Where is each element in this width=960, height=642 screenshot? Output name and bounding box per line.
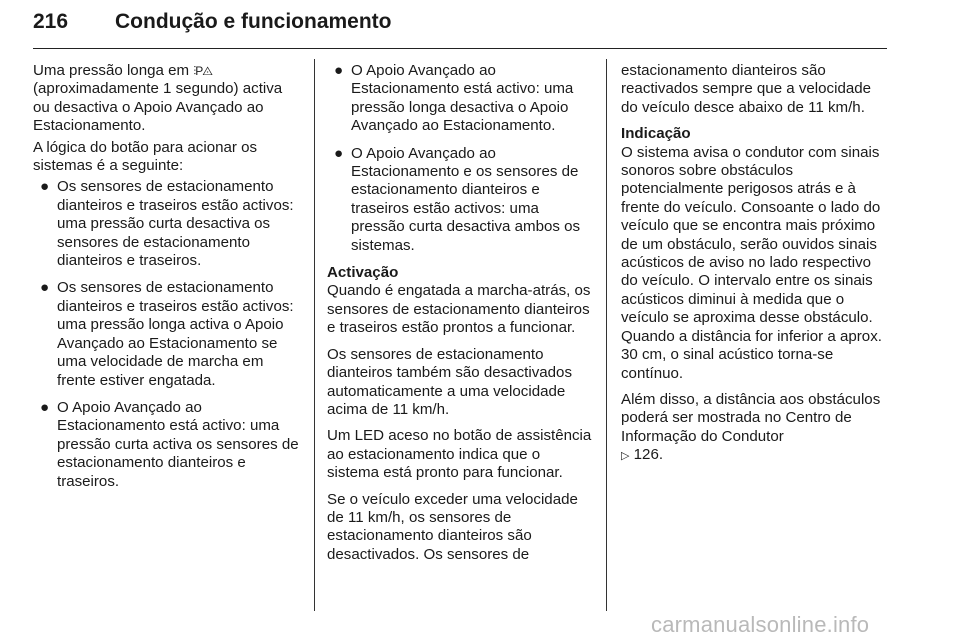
paragraph: Os sensores de estacionamento dianteiros também são desactivados automaticamente a uma velocidade acima de 11 km/h. bbox=[327, 345, 572, 418]
section-heading: Indicação bbox=[621, 125, 691, 143]
bullet-icon: ● bbox=[334, 144, 344, 162]
reference-arrow-icon: ▷ bbox=[621, 450, 630, 463]
column-divider bbox=[606, 59, 607, 611]
parking-sensor-icon: ⫶P◬ bbox=[193, 64, 212, 78]
paragraph: A lógica do botão para acionar os sistemas é a seguinte: bbox=[33, 138, 258, 175]
list-item-text: O Apoio Avançado ao Estacionamento está activo: uma pressão longa desactiva o Apoio Avançado ao Estacionamento. bbox=[351, 62, 574, 135]
list-item-text: Os sensores de estacionamento dianteiros e traseiros estão activos: uma pressão curta desactiva os sensores de estacionamento dianteiros e traseiros. bbox=[57, 178, 294, 270]
list-item bbox=[327, 62, 595, 136]
page-reference: 126. bbox=[629, 446, 664, 464]
column-1 bbox=[33, 62, 301, 500]
watermark: carmanualsonline.info bbox=[651, 612, 870, 637]
list-item bbox=[33, 399, 301, 491]
bullet-icon: ● bbox=[40, 178, 50, 196]
bullet-icon: ● bbox=[40, 398, 50, 416]
list-item-text: O Apoio Avançado ao Estacionamento e os sensores de estacionamento dianteiros e traseiros estão activos: uma pressão curta desactiva ambos os sistemas. bbox=[351, 144, 581, 254]
list-item bbox=[33, 279, 301, 389]
paragraph: estacionamento dianteiros são reactivados sempre que a velocidade do veículo desce abaixo de 11 km/h. bbox=[621, 62, 872, 116]
paragraph-text: (aproximadamente 1 segundo) activa ou desactiva o Apoio Avançado ao Estacionamento. bbox=[33, 80, 283, 135]
paragraph: Um LED aceso no botão de assistência ao estacionamento indica que o sistema está pronto para funcionar. bbox=[327, 427, 592, 482]
list-item-text: Os sensores de estacionamento dianteiros e traseiros estão activos: uma pressão longa activa o Apoio Avançado ao Estacionamento se uma velocidade de marcha em frente estiver engatada. bbox=[57, 279, 294, 389]
bullet-list bbox=[33, 178, 301, 491]
bullet-icon: ● bbox=[40, 279, 50, 297]
page-title: Condução e funcionamento bbox=[115, 10, 392, 33]
column-3 bbox=[621, 62, 889, 474]
paragraph: Quando é engatada a marcha-atrás, os sensores de estacionamento dianteiros e traseiros estão prontos a funcionar. bbox=[327, 282, 591, 337]
paragraph-text: Além disso, a distância aos obstáculos poderá ser mostrada no Centro de Informação do Condutor bbox=[621, 390, 881, 445]
list-item bbox=[33, 178, 301, 270]
page-header bbox=[33, 4, 887, 49]
bullet-list bbox=[327, 62, 595, 255]
bullet-icon: ● bbox=[334, 62, 344, 79]
section-heading: Activação bbox=[327, 264, 399, 282]
column-divider bbox=[314, 59, 315, 611]
page-number: 216 bbox=[33, 10, 69, 33]
list-item-text: O Apoio Avançado ao Estacionamento está activo: uma pressão curta activa os sensores de estacionamento dianteiros e traseiros. bbox=[57, 398, 299, 490]
paragraph bbox=[621, 391, 889, 466]
paragraph-text: Uma pressão longa em bbox=[33, 62, 194, 79]
list-item bbox=[327, 145, 595, 255]
paragraph: O sistema avisa o condutor com sinais sonoros sobre obstáculos potencialmente perigosos atrás e à frente do veículo. Consoante o lado do veículo que se encontra mais próximo de um obstáculo, serão ouvidos sinais acústicos de aviso no lado respectivo do veículo. O intervalo entre os sinais acústicos diminui à medida que o veículo se aproxima desse obstáculo. Quando a distância for inferior a aprox. 30 cm, o sinal acústico torna-se contínuo. bbox=[621, 143, 882, 382]
paragraph: Se o veículo exceder uma velocidade de 11 km/h, os sensores de estacionamento dianteiros são desactivados. Os sensores de bbox=[327, 490, 578, 563]
paragraph bbox=[33, 62, 301, 136]
column-2 bbox=[327, 62, 595, 572]
